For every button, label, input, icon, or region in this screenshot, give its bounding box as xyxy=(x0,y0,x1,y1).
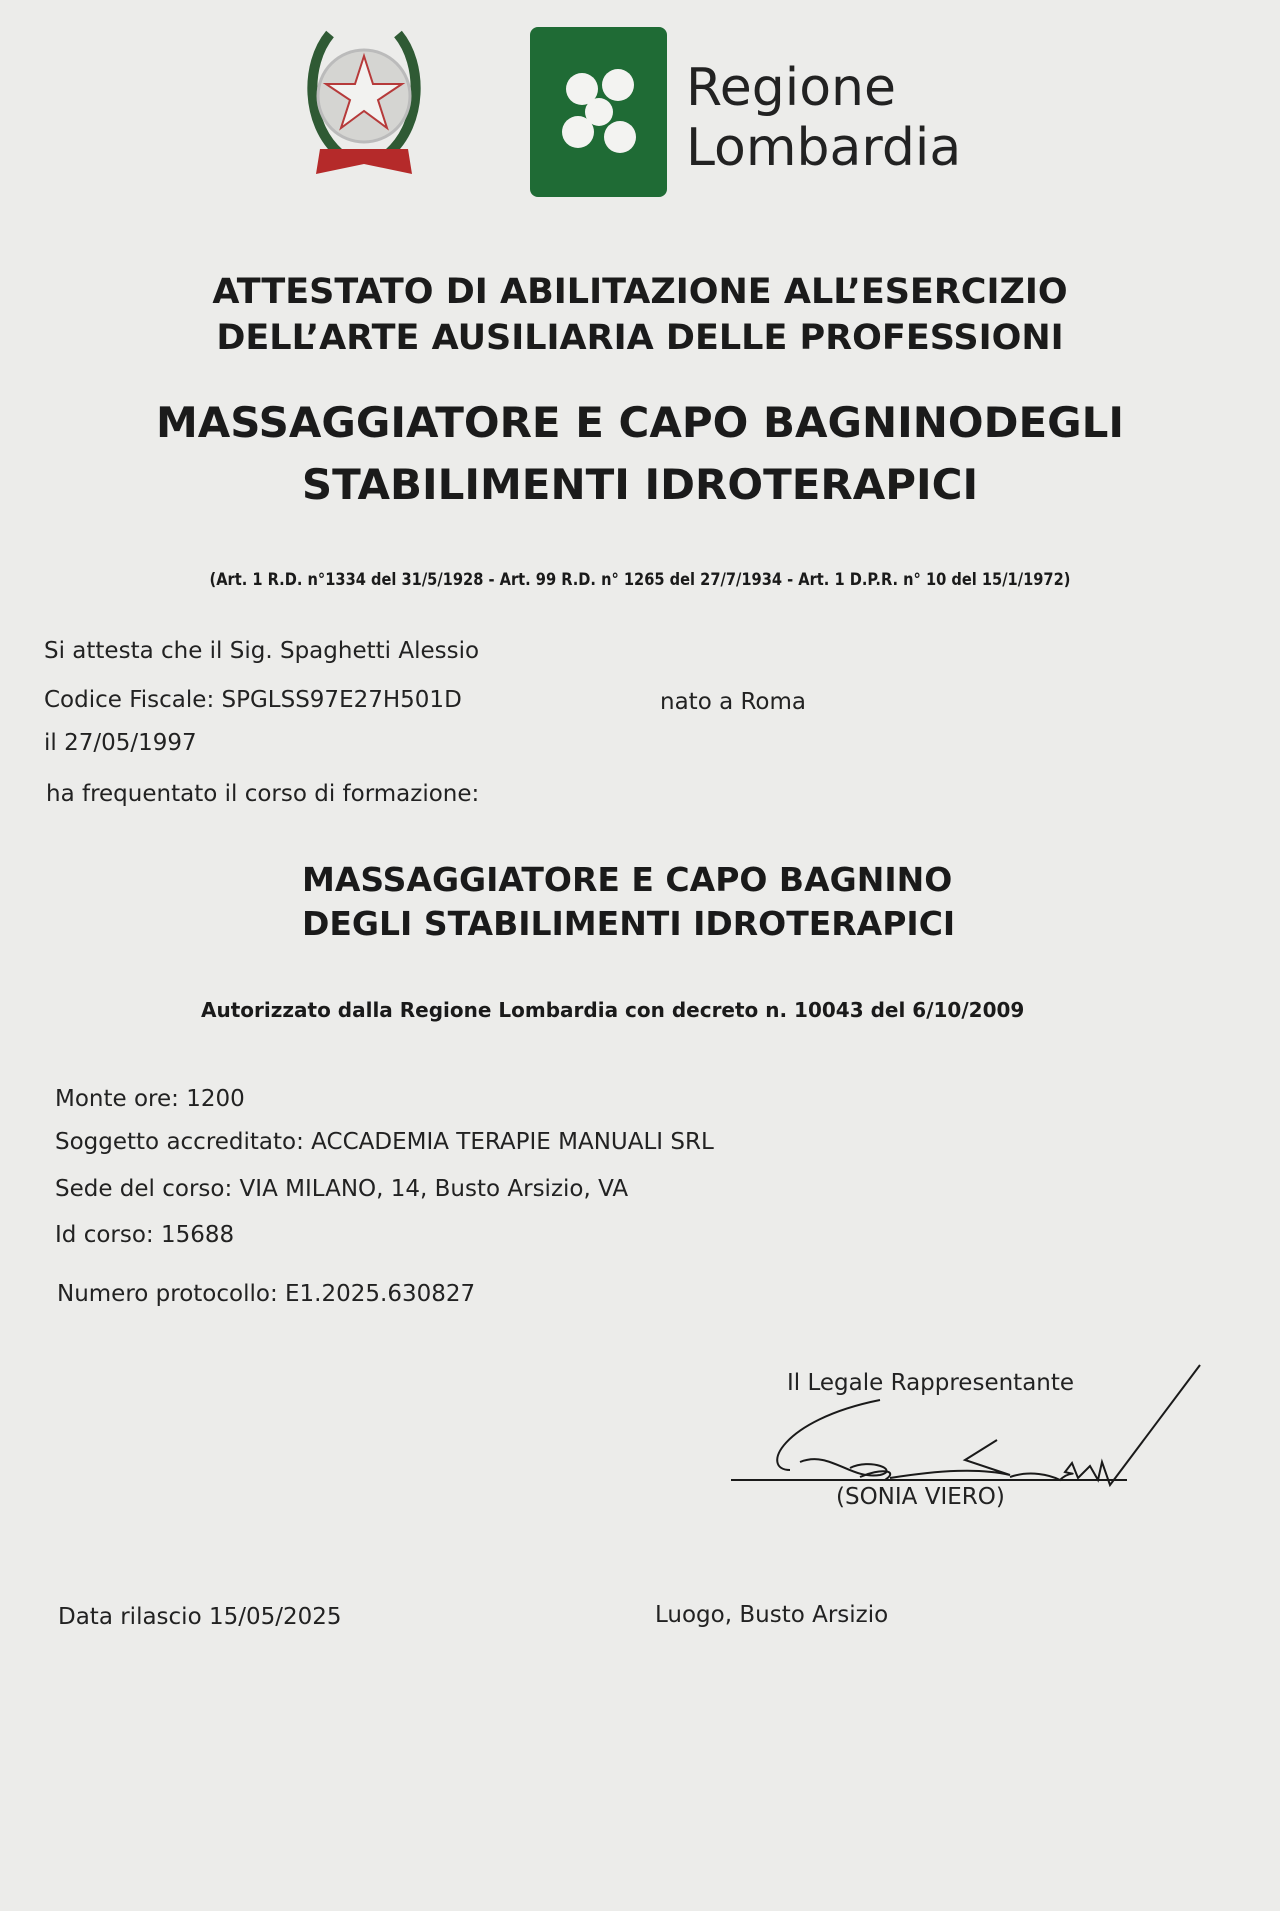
signature-role: Il Legale Rappresentante xyxy=(787,1370,1075,1396)
certificate-title-line1: MASSAGGIATORE E CAPO BAGNINODEGLI xyxy=(155,398,1125,447)
course-authorization: Autorizzato dalla Regione Lombardia con decreto n. 10043 del 6/10/2009 xyxy=(201,998,1025,1022)
regione-lombardia-logo xyxy=(530,27,667,197)
course-title-line1: MASSAGGIATORE E CAPO BAGNINO xyxy=(302,860,953,899)
rosa-camuna-icon xyxy=(530,27,667,197)
regione-lombardia-wordmark: Regione Lombardia xyxy=(686,58,962,178)
signatory-name: (SONIA VIERO) xyxy=(836,1484,1005,1510)
course-title-line2: DEGLI STABILIMENTI IDROTERAPICI xyxy=(302,904,956,943)
legal-reference: (Art. 1 R.D. n°1334 del 31/5/1928 - Art. 99 R.D. n° 1265 del 27/7/1934 - Art. 1 D.P.R. n° 10 del 15/1/1972) xyxy=(209,570,1071,590)
detail-hours: Monte ore: 1200 xyxy=(55,1086,245,1112)
issue-place: Luogo, Busto Arsizio xyxy=(655,1602,889,1628)
certificate-title-line2: STABILIMENTI IDROTERAPICI xyxy=(301,460,979,509)
emblema-repubblica-italiana-icon xyxy=(300,14,428,184)
certificate-heading-line1: ATTESTATO DI ABILITAZIONE ALL’ESERCIZIO xyxy=(212,272,1068,312)
detail-protocol-number: Numero protocollo: E1.2025.630827 xyxy=(57,1281,476,1307)
certificate-heading-line2: DELL’ARTE AUSILIARIA DELLE PROFESSIONI xyxy=(216,318,1064,358)
attended-course-line: ha frequentato il corso di formazione: xyxy=(46,781,480,807)
fiscal-code: Codice Fiscale: SPGLSS97E27H501D xyxy=(44,687,462,713)
issue-date: Data rilascio 15/05/2025 xyxy=(58,1604,342,1630)
detail-accredited-entity: Soggetto accreditato: ACCADEMIA TERAPIE MANUALI SRL xyxy=(55,1129,714,1155)
attestation-line: Si attesta che il Sig. Spaghetti Alessio xyxy=(44,638,480,664)
detail-course-location: Sede del corso: VIA MILANO, 14, Busto Arsizio, VA xyxy=(55,1176,629,1202)
birthdate: il 27/05/1997 xyxy=(44,730,197,756)
detail-course-id: Id corso: 15688 xyxy=(55,1222,235,1248)
birthplace: nato a Roma xyxy=(660,689,806,715)
